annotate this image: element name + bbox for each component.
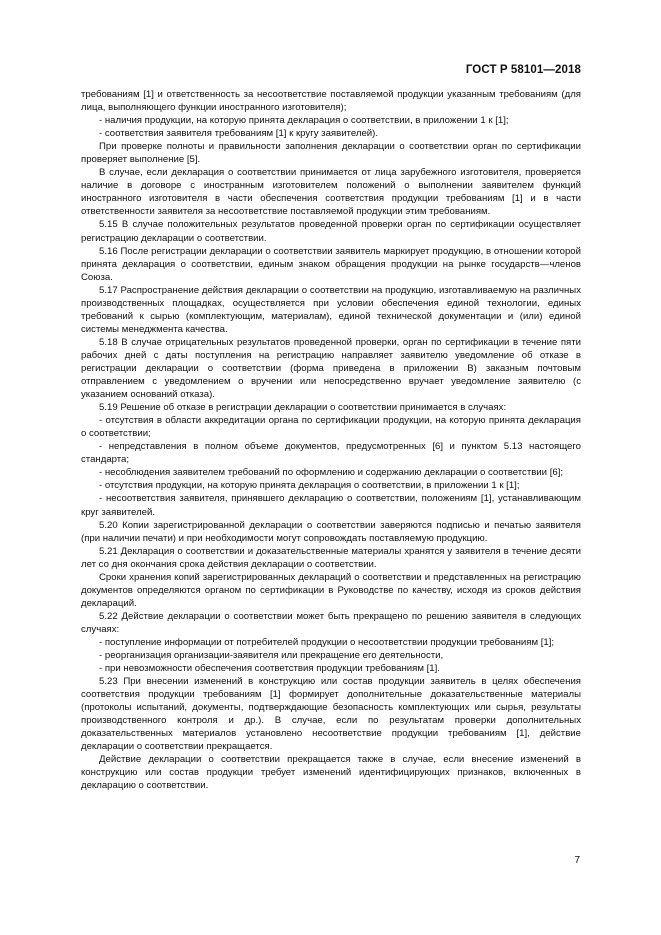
paragraph: - отсутствия продукции, на которую принята декларация о соответствии, в приложении 1 к [1]; (99, 480, 520, 492)
paragraph: 5.18 В случае отрицательных результатов проведенной проверки, орган по сертификации в течение пяти рабочих дней с даты поступления на регистрацию направляет заявителю уведомление об отказе в регистрации декларации о соответствии (форма приведена в приложении В) заказным почтовым отправлением с уведомлением о вручении или непосредственно вручает уведомление заявителю (с указанием оснований отказа). (81, 336, 581, 401)
paragraph: - несоответствия заявителя, принявшего декларацию о соответствии, положениям [1], устанавливающим круг заявителей. (81, 493, 581, 518)
paragraph: 5.17 Распространение действия декларации о соответствии на продукцию, изготавливаемую на различных производственных площадках, осуществляется при условии обеспечения единой технологии, единых требований к сырью (комплектующим, материалам), единой технической документации и (или) единой системы менеджмента качества. (81, 284, 581, 335)
paragraph: 5.15 В случае положительных результатов проведенной проверки орган по сертификации осуществляет регистрацию декларации о соответствии. (81, 219, 581, 244)
paragraph: 5.19 Решение об отказе в регистрации декларации о соответствии принимается в случаях: (99, 402, 507, 414)
paragraph: 5.23 При внесении изменений в конструкцию или состав продукции заявитель в целях обеспечения соответствия продукции требованиям [1] формирует дополнительные доказательственные материалы (протоколы испытаний, документы, подтверждающие безопасность комплектующих или сырья, результаты производственного контроля и др.). В случае, если по результатам проверки дополнительных доказательственных материалов установлено несоответствие продукции требованиям [1], действие декларации о соответствии прекращается. (81, 676, 581, 753)
document-header: ГОСТ Р 58101—2018 (465, 64, 581, 76)
paragraph: - соответствия заявителя требованиям [1] к кругу заявителей). (99, 128, 379, 140)
paragraph: - отсутствия в области аккредитации органа по сертификации продукции, на которую принята декларация о соответствии; (81, 415, 581, 440)
paragraph: Действие декларации о соответствии прекращается также в случае, если внесение изменений в конструкцию или состав продукции требует изменений идентифицирующих признаков, включенных в декларацию о соответствии. (81, 754, 581, 792)
paragraph: 5.16 После регистрации декларации о соответствии заявитель маркирует продукцию, в отношении которой принята декларация о соответствии, единым знаком обращения продукции на рынке государств—членов Союза. (81, 245, 581, 283)
paragraph: Сроки хранения копий зарегистрированных деклараций о соответствии и представленных на регистрацию документов определяются органом по сертификации в Руководстве по качеству, исходя из сроков действия деклараций. (81, 571, 581, 609)
paragraph: требованиям [1] и ответственность за несоответствие поставляемой продукции указанным требованиям (для лица, выполняющего функции иностранного изготовителя); (81, 89, 581, 114)
paragraph: - наличия продукции, на которую принята декларация о соответствии, в приложении 1 к [1]; (99, 115, 509, 127)
paragraph: - непредставления в полном объеме документов, предусмотренных [6] и пунктом 5.13 настоящего стандарта; (81, 441, 581, 466)
paragraph: - при невозможности обеспечения соответствия продукции требованиям [1]. (99, 663, 440, 675)
paragraph: При проверке полноты и правильности заполнения декларации о соответствии орган по сертификации проверяет выполнение [5]. (81, 141, 581, 166)
paragraph: 5.20 Копии зарегистрированной декларации о соответствии заверяются подписью и печатью заявителя (при наличии печати) и при необходимости могут сопровождать поставляемую продукцию. (81, 519, 581, 544)
paragraph: - несоблюдения заявителем требований по оформлению и содержанию декларации о соответствии [6]; (99, 467, 564, 479)
paragraph: - поступление информации от потребителей продукции о несоответствии продукции требованиям [1]; (99, 636, 555, 648)
paragraph: 5.22 Действие декларации о соответствии может быть прекращено по решению заявителя в следующих случаях: (81, 610, 581, 635)
paragraph: 5.21 Декларация о соответствии и доказательственные материалы хранятся у заявителя в течение десяти лет со дня окончания срока действия декларации о соответствии. (81, 545, 581, 570)
page-number: 7 (574, 855, 580, 866)
document-body (81, 88, 581, 793)
paragraph: - реорганизация организации-заявителя или прекращение его деятельности, (99, 650, 444, 662)
paragraph: В случае, если декларация о соответствии принимается от лица зарубежного изготовителя, проверяется наличие в договоре с иностранным изготовителем положений о выполнении заявителем функций иностранного изготовителя в части обеспечения соответствия продукции требованиям [1] и в части ответственности заявителя за несоответствие поставляемой продукции этим требованиям. (81, 167, 581, 218)
